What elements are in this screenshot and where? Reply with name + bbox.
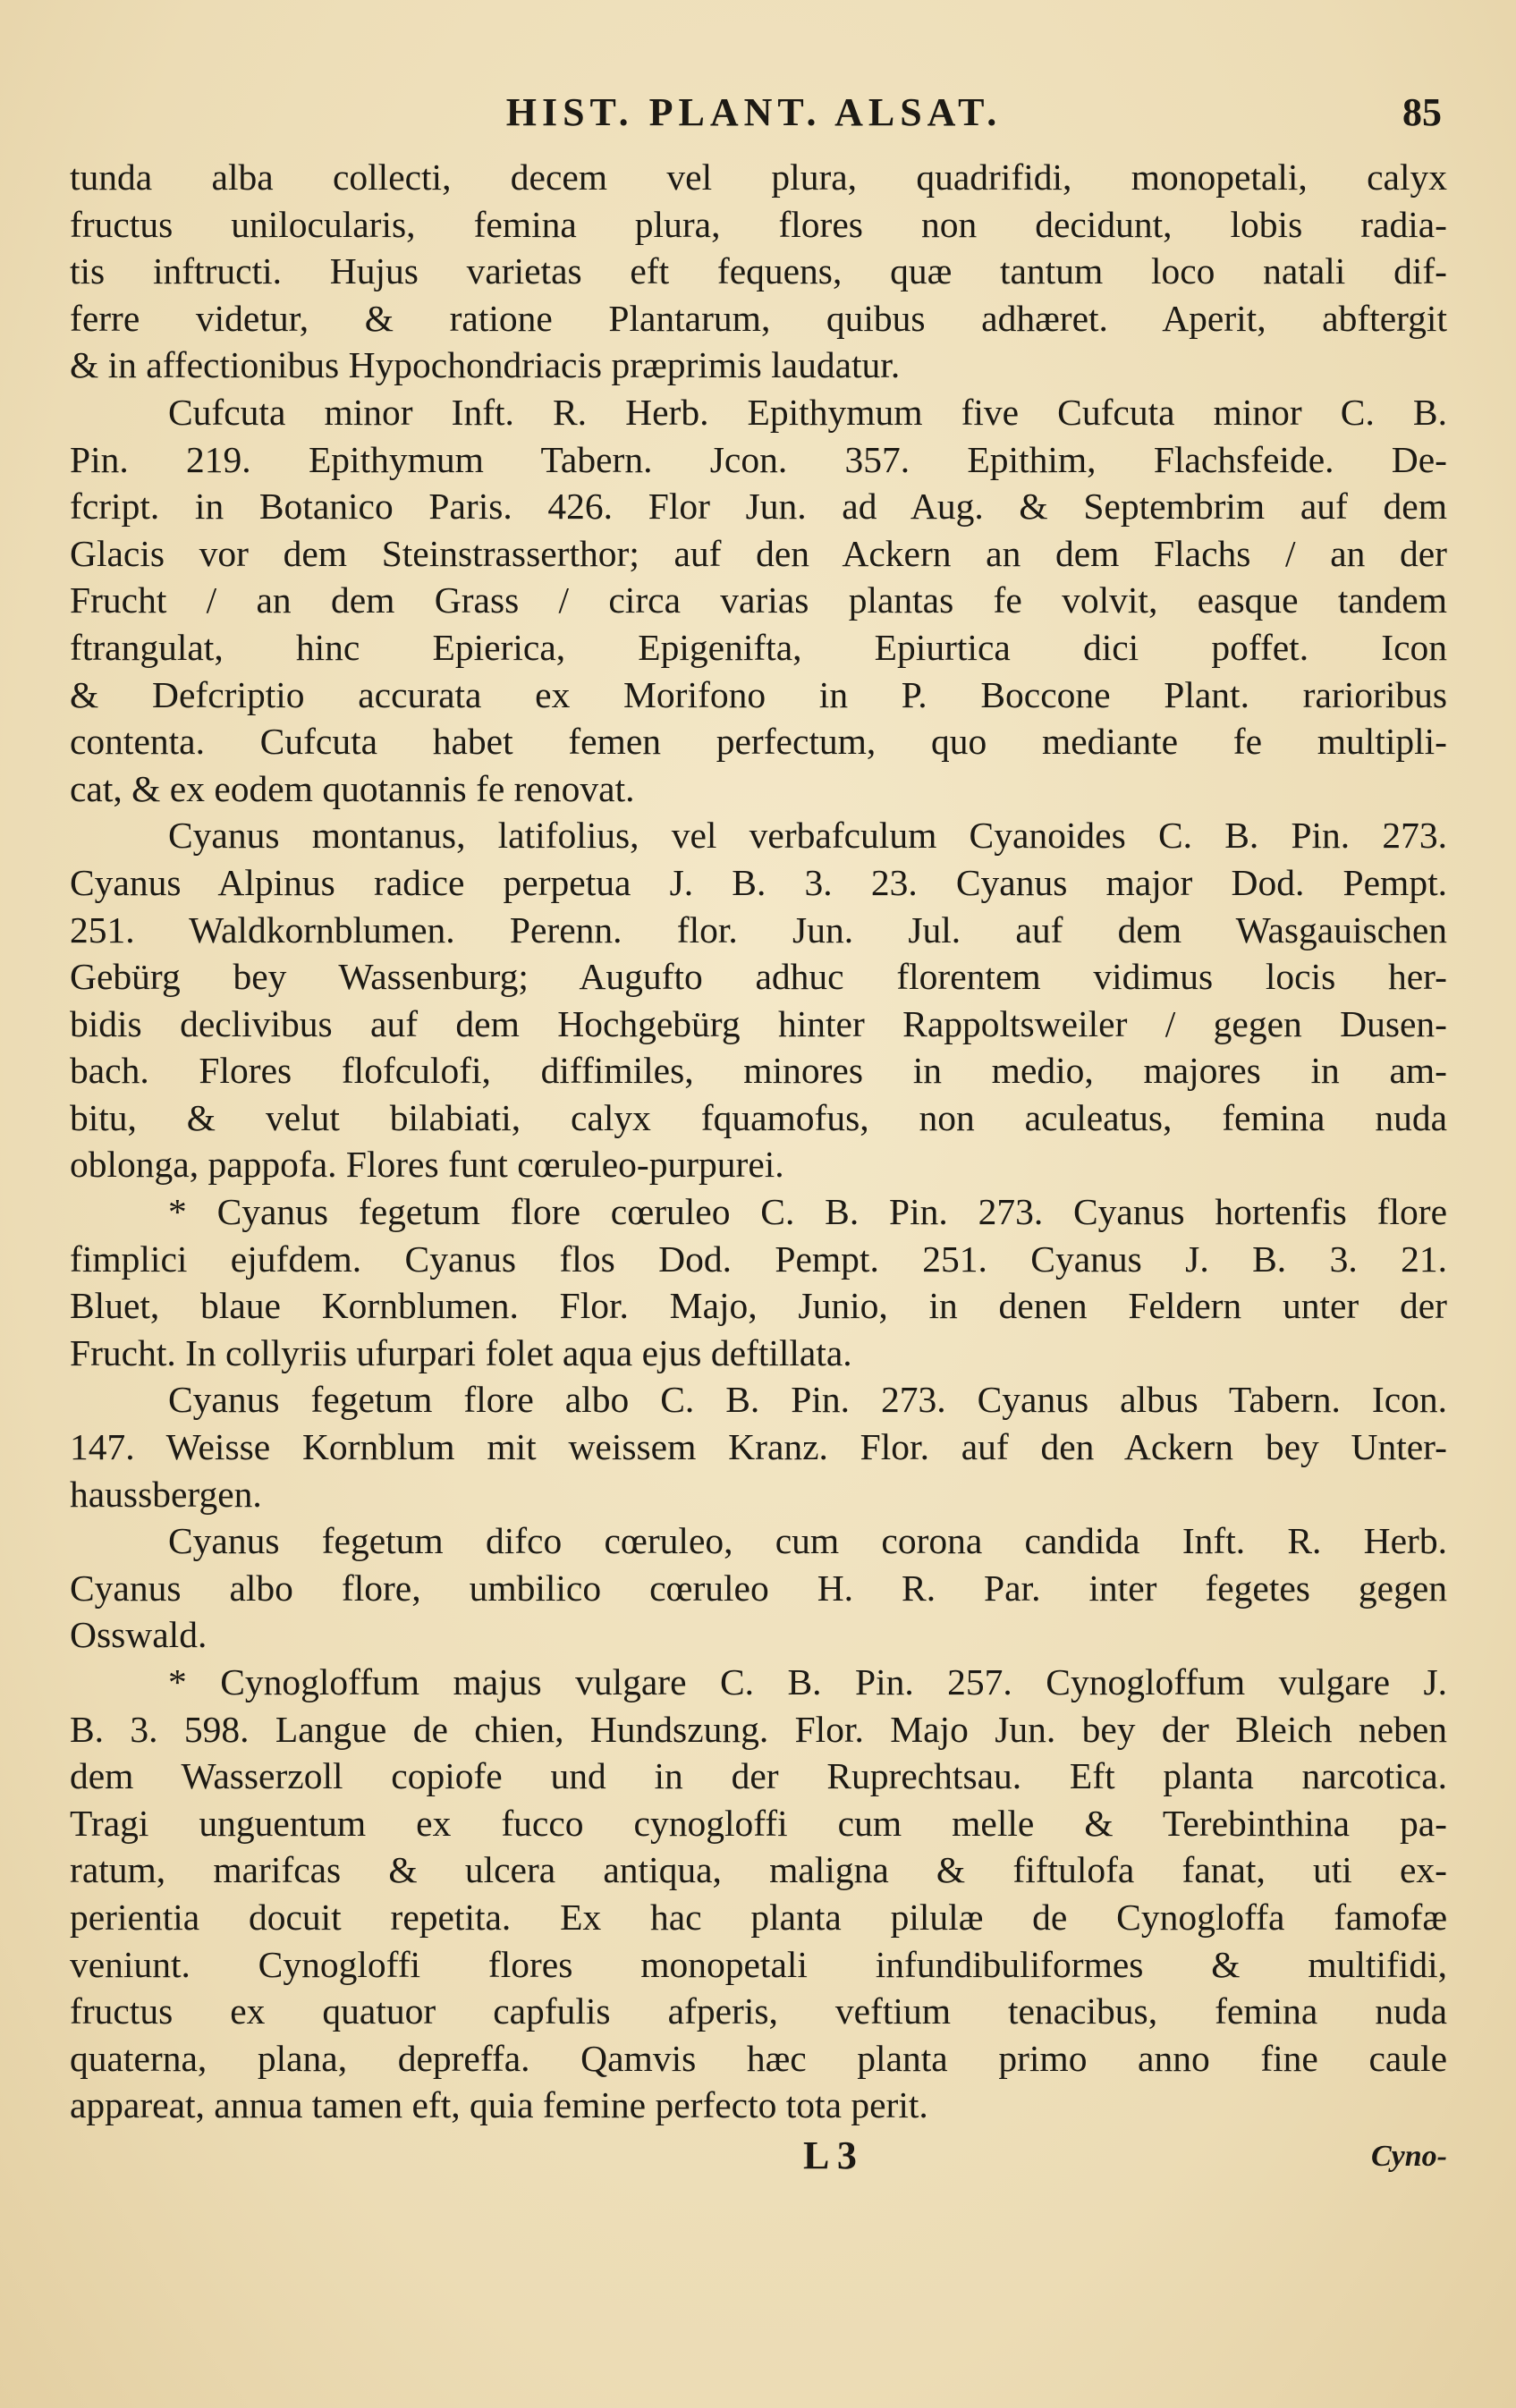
text-line: Glacis vor dem Steinstrasserthor; auf den Ackern an dem Flachs / an der (70, 532, 1447, 574)
text-line: Tragi unguentum ex fucco cynogloffi cum melle & Terebinthina pa- (70, 1802, 1447, 1844)
page-footer (70, 2133, 1447, 2195)
text-line: ferre videtur, & ratione Plantarum, quibus adhæret. Aperit, abftergit (70, 297, 1447, 339)
text-line: Frucht. In collyriis ufurpari folet aqua ejus deftillata. (70, 1331, 852, 1373)
text-line: 147. Weisse Kornblum mit weissem Kranz. Flor. auf den Ackern bey Unter- (70, 1426, 1447, 1468)
signature-mark: L 3 (803, 2133, 857, 2177)
entry-cyanus-disco-caeruleo (70, 1517, 1447, 1659)
text-line: ftrangulat, hinc Epierica, Epigenifta, Epiurtica dici poffet. Icon (70, 626, 1447, 668)
running-head: HIST. PLANT. ALSAT. (505, 90, 1003, 134)
text-line: appareat, annua tamen eft, quia femine perfecto tota perit. (70, 2084, 928, 2126)
text-line: bitu, & velut bilabiati, calyx fquamofus, non aculeatus, femina nuda (70, 1096, 1447, 1138)
text-line: Cyanus fegetum difco cœruleo, cum corona candida Inft. R. Herb. (168, 1520, 1447, 1562)
text-line: Gebürg bey Wassenburg; Augufto adhuc florentem vidimus locis her- (70, 956, 1447, 998)
text-line: B. 3. 598. Langue de chien, Hundszung. Flor. Majo Jun. bey der Bleich neben (70, 1708, 1447, 1750)
text-line: * Cyanus fegetum flore cœruleo C. B. Pin. 273. Cyanus hortenfis flore (168, 1191, 1447, 1233)
text-line: bidis declivibus auf dem Hochgebürg hinter Rappoltsweiler / gegen Dusen- (70, 1002, 1447, 1044)
text-line: Cufcuta minor Inft. R. Herb. Epithymum five Cufcuta minor C. B. (168, 391, 1447, 433)
text-line: Bluet, blaue Kornblumen. Flor. Majo, Junio, in denen Feldern unter der (70, 1285, 1447, 1327)
text-line: Cyanus albo flore, umbilico cœruleo H. R. Par. inter fegetes gegen (70, 1567, 1447, 1609)
entry-cyanus-segetum-albo (70, 1376, 1447, 1517)
paragraph-cuscuta-continued (70, 154, 1447, 389)
text-line: fructus unilocularis, femina plura, flores non decidunt, lobis radia- (70, 203, 1447, 245)
text-line: & in affectionibus Hypochondriacis præprimis laudatur. (70, 344, 901, 386)
text-line: cat, & ex eodem quotannis fe renovat. (70, 767, 635, 809)
text-line: Osswald. (70, 1614, 207, 1656)
text-line: 251. Waldkornblumen. Perenn. flor. Jun. Jul. auf dem Wasgauischen (70, 908, 1447, 951)
text-line: Cyanus montanus, latifolius, vel verbafculum Cyanoides C. B. Pin. 273. (168, 815, 1447, 857)
catchword: Cyno- (1371, 2139, 1447, 2173)
text-line: * Cynogloffum majus vulgare C. B. Pin. 257. Cynogloffum vulgare J. (168, 1661, 1447, 1702)
page-header (70, 89, 1447, 154)
text-line: dem Wasserzoll copiofe und in der Ruprechtsau. Eft planta narcotica. (70, 1755, 1447, 1797)
text-line: Cyanus Alpinus radice perpetua J. B. 3. 23. Cyanus major Dod. Pempt. (70, 861, 1447, 903)
text-line: tis inftructi. Hujus varietas eft fequens, quæ tantum loco natali dif- (70, 250, 1447, 292)
page-number: 85 (1402, 90, 1442, 134)
text-line: fructus ex quatuor capfulis afperis, veftium tenacibus, femina nuda (70, 1990, 1447, 2032)
text-line: perientia docuit repetita. Ex hac planta pilulæ de Cynogloffa famofæ (70, 1896, 1447, 1938)
text-line: ratum, marifcas & ulcera antiqua, maligna & fiftulofa fanat, uti ex- (70, 1849, 1447, 1891)
text-line: haussbergen. (70, 1473, 262, 1515)
text-line: fimplici ejufdem. Cyanus flos Dod. Pempt. 251. Cyanus J. B. 3. 21. (70, 1238, 1447, 1280)
text-line: veniunt. Cynogloffi flores monopetali infundibuliformes & multifidi, (70, 1943, 1447, 1985)
page-content (70, 89, 1447, 2195)
text-line: Frucht / an dem Grass / circa varias plantas fe volvit, easque tandem (70, 579, 1447, 621)
text-line: contenta. Cufcuta habet femen perfectum, quo mediante fe multipli- (70, 721, 1447, 763)
entry-cyanus-montanus (70, 812, 1447, 1188)
body-text (70, 154, 1447, 2129)
text-line: fcript. in Botanico Paris. 426. Flor Jun. ad Aug. & Septembrim auf dem (70, 486, 1447, 528)
text-line: oblonga, pappofa. Flores funt cœruleo-purpurei. (70, 1144, 784, 1186)
text-line: Cyanus fegetum flore albo C. B. Pin. 273. Cyanus albus Tabern. Icon. (168, 1379, 1447, 1421)
entry-cynoglossum (70, 1659, 1447, 2129)
text-line: bach. Flores flofculofi, diffimiles, minores in medio, majores in am- (70, 1050, 1447, 1092)
text-line: quaterna, plana, depreffa. Qamvis hæc planta primo anno fine caule (70, 2037, 1447, 2079)
entry-cyanus-segetum-caeruleo (70, 1188, 1447, 1376)
text-line: Pin. 219. Epithymum Tabern. Jcon. 357. Epithim, Flachsfeide. De- (70, 438, 1447, 480)
text-line: tunda alba collecti, decem vel plura, quadrifidi, monopetali, calyx (70, 156, 1447, 198)
text-line: & Defcriptio accurata ex Morifono in P. Boccone Plant. rarioribus (70, 673, 1447, 715)
entry-cuscuta-minor (70, 389, 1447, 812)
